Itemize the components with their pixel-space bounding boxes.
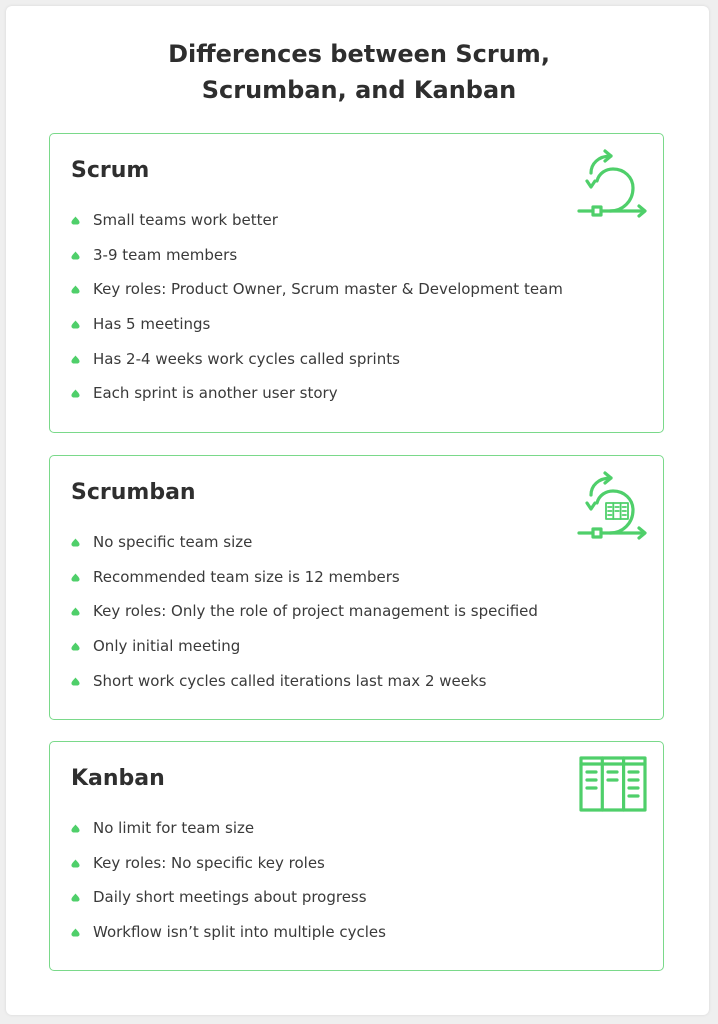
bullet-icon [71,573,80,582]
scrum-items-list [71,208,563,416]
bullet-icon [71,859,80,868]
list-item-text: Has 2-4 weeks work cycles called sprints [93,349,400,368]
list-item-text: Workflow isn’t split into multiple cycles [93,923,386,942]
list-item [71,634,538,669]
bullet-icon [71,538,80,547]
list-item-text: Daily short meetings about progress [93,888,367,907]
list-item-text: Short work cycles called iterations last max 2 weeks [93,671,487,690]
list-item-text: Has 5 meetings [93,315,211,334]
list-item [71,885,386,920]
bullet-icon [71,251,80,260]
list-item [71,599,538,634]
list-item [71,243,563,278]
bullet-icon [71,677,80,686]
list-item [71,347,563,382]
scrum-card [49,133,664,433]
list-item-text: 3-9 team members [93,245,238,264]
bullet-icon [71,389,80,398]
kanban-board-icon [577,754,649,826]
list-item [71,565,538,600]
kanban-items-list [71,816,386,955]
list-item-text: Recommended team size is 12 members [93,567,400,586]
bullet-icon [71,355,80,364]
list-item-text: Key roles: Product Owner, Scrum master & Development team [93,280,563,299]
bullet-icon [71,216,80,225]
list-item [71,208,563,243]
scrumban-card [49,455,664,720]
list-item [71,816,386,851]
scrum-cycle-icon [577,148,649,220]
list-item-text: Only initial meeting [93,637,241,656]
kanban-card-title: Kanban [71,766,165,791]
list-item [71,277,563,312]
list-item [71,920,386,955]
page-title [0,36,718,108]
list-item [71,851,386,886]
list-item-text: Key roles: No specific key roles [93,853,325,872]
list-item-text: No specific team size [93,533,253,551]
bullet-icon [71,607,80,616]
list-item [71,530,538,565]
list-item [71,669,538,704]
bullet-icon [71,285,80,294]
list-item [71,312,563,347]
bullet-icon [71,824,80,833]
list-item-text: Key roles: Only the role of project management is specified [93,602,538,621]
scrumban-card-title: Scrumban [71,480,196,505]
list-item-text: Each sprint is another user story [93,384,338,403]
bullet-icon [71,928,80,937]
scrumban-cycle-board-icon [577,470,649,542]
page-title-line-1: Differences between Scrum, [168,40,550,68]
kanban-card [49,741,664,971]
scrumban-items-list [71,530,538,703]
bullet-icon [71,642,80,651]
list-item-text: No limit for team size [93,819,255,837]
bullet-icon [71,320,80,329]
bullet-icon [71,893,80,902]
list-item [71,381,563,416]
scrum-card-title: Scrum [71,158,150,183]
list-item-text: Small teams work better [93,211,278,229]
page-title-line-2: Scrumban, and Kanban [201,76,517,104]
